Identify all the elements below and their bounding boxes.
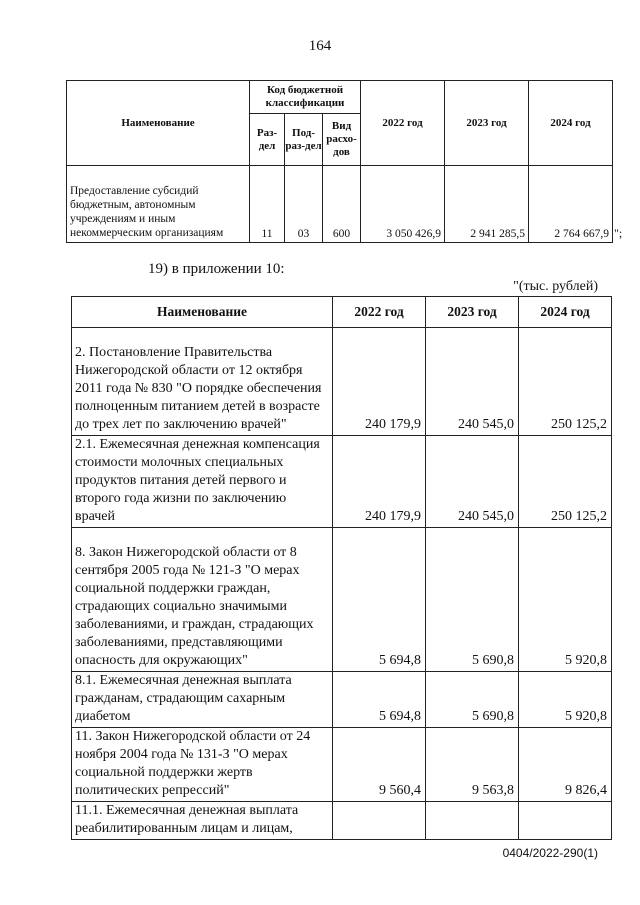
- t2-row-2024: 5 920,8: [519, 672, 612, 728]
- t2-row-2022: 240 179,9: [333, 328, 426, 436]
- t2-header-2023: 2023 год: [426, 297, 519, 328]
- t1-header-name: Наименование: [67, 81, 250, 166]
- t2-row-2023: [426, 802, 519, 840]
- table-row: [72, 528, 612, 672]
- table-row: [72, 728, 612, 802]
- table-row: [67, 166, 613, 243]
- t2-row-2022: [333, 802, 426, 840]
- t1-row-subsection: 03: [285, 166, 323, 243]
- t2-row-2024: [519, 802, 612, 840]
- page-number: 164: [308, 38, 332, 54]
- t2-row-name: 2.1. Ежемесячная денежная компенсация стоимости молочных специальных продуктов питания детей первого и второго года жизни по заключению врачей: [72, 436, 333, 528]
- closing-quote: ";: [614, 226, 623, 240]
- t1-row-section: 11: [250, 166, 285, 243]
- t2-row-name: 8. Закон Нижегородской области от 8 сентября 2005 года № 121-З "О мерах социальной поддержки граждан, страдающих социально значимыми заболеваниями, и граждан, страдающих заболеваниями, представляющими опасность для окружающих": [72, 528, 333, 672]
- t1-header-2024: 2024 год: [529, 81, 613, 166]
- t2-row-2023: 240 545,0: [426, 436, 519, 528]
- t2-row-name: 2. Постановление Правительства Нижегородской области от 12 октября 2011 года № 830 "О порядке обеспечения полноценным питанием детей в возрасте до трех лет по заключению врачей": [72, 328, 333, 436]
- t1-row-name: Предоставление субсидий бюджетным, автономным учреждениям и иным некоммерческим организациям: [67, 166, 250, 243]
- t2-row-2024: 250 125,2: [519, 436, 612, 528]
- table-row: [72, 802, 612, 840]
- t2-header-2024: 2024 год: [519, 297, 612, 328]
- unit-label: "(тыс. рублей): [513, 279, 598, 294]
- t2-row-name: 8.1. Ежемесячная денежная выплата гражданам, страдающим сахарным диабетом: [72, 672, 333, 728]
- t2-row-2023: 240 545,0: [426, 328, 519, 436]
- t2-header-name: Наименование: [72, 297, 333, 328]
- table-row: [72, 436, 612, 528]
- table-row: [72, 672, 612, 728]
- t2-row-2022: 5 694,8: [333, 672, 426, 728]
- t2-row-2024: 5 920,8: [519, 528, 612, 672]
- t2-row-2022: 9 560,4: [333, 728, 426, 802]
- t1-row-2022: 3 050 426,9: [361, 166, 445, 243]
- t1-header-2022: 2022 год: [361, 81, 445, 166]
- t2-row-2024: 250 125,2: [519, 328, 612, 436]
- t1-header-expense-type: Вид расхо-дов: [323, 114, 361, 166]
- t2-row-2024: 9 826,4: [519, 728, 612, 802]
- t2-row-2023: 9 563,8: [426, 728, 519, 802]
- section-intro: 19) в приложении 10:: [148, 261, 285, 277]
- t2-row-2023: 5 690,8: [426, 672, 519, 728]
- t1-header-section: Раз-дел: [250, 114, 285, 166]
- t1-header-subsection: Под-раз-дел: [285, 114, 323, 166]
- t1-row-2023: 2 941 285,5: [445, 166, 529, 243]
- t1-header-code-group: Код бюджетной классификации: [250, 81, 361, 114]
- table-row: [72, 328, 612, 436]
- document-code: 0404/2022-290(1): [502, 846, 598, 860]
- t2-row-2022: 5 694,8: [333, 528, 426, 672]
- t1-row-2024: 2 764 667,9: [529, 166, 613, 243]
- budget-code-table: [66, 80, 613, 243]
- t2-row-2023: 5 690,8: [426, 528, 519, 672]
- t1-row-expense-type: 600: [323, 166, 361, 243]
- appendix-10-table: [71, 296, 612, 840]
- t2-row-name: 11. Закон Нижегородской области от 24 ноября 2004 года № 131-З "О мерах социальной поддержки жертв политических репрессий": [72, 728, 333, 802]
- t2-row-2022: 240 179,9: [333, 436, 426, 528]
- t2-header-2022: 2022 год: [333, 297, 426, 328]
- t2-row-name: 11.1. Ежемесячная денежная выплата реабилитированным лицам и лицам,: [72, 802, 333, 840]
- t1-header-2023: 2023 год: [445, 81, 529, 166]
